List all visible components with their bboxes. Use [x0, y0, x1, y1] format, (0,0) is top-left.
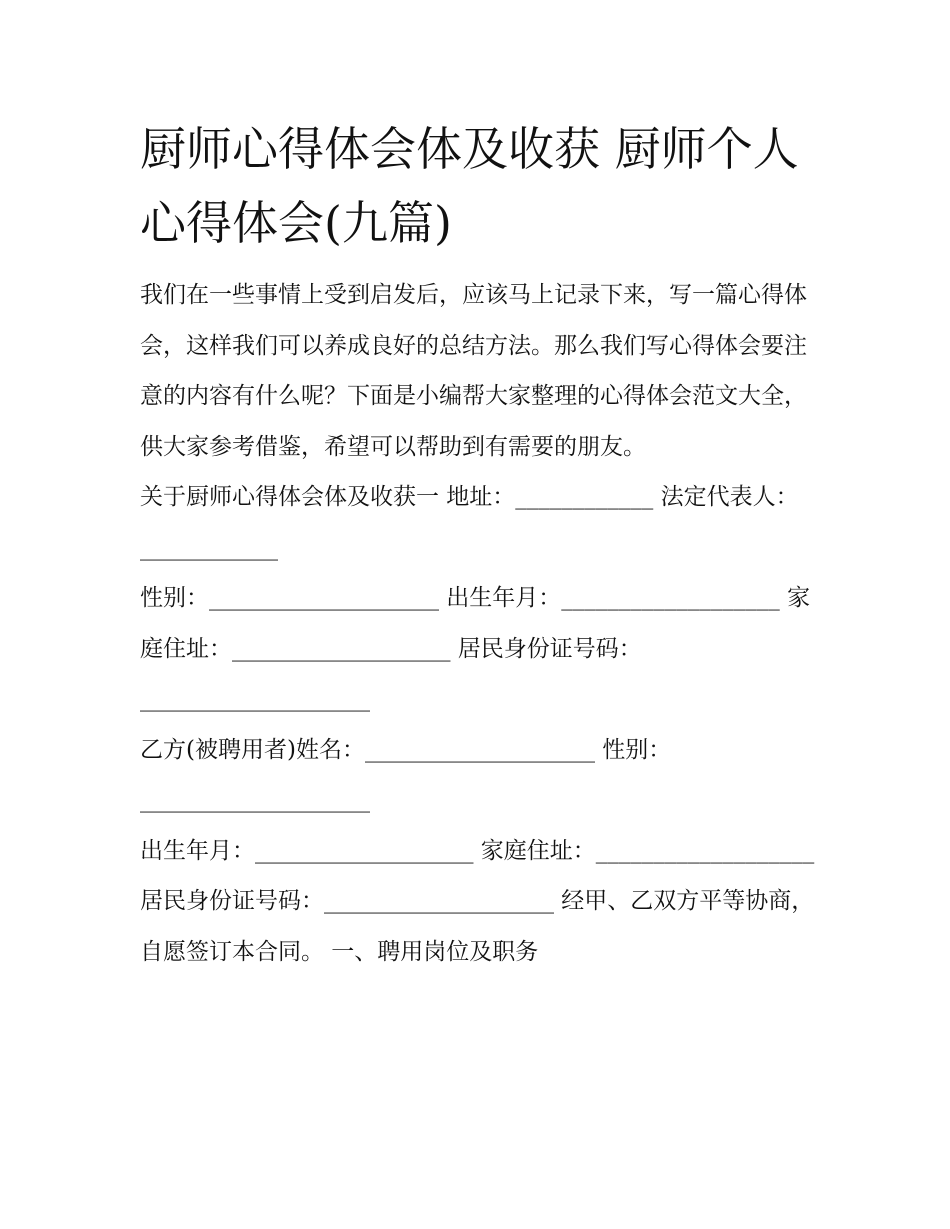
- party-b-name-line: 乙方(被聘用者)姓名：____________________ 性别：____________________: [140, 736, 672, 813]
- document-title: 厨师心得体会体及收获 厨师个人心得体会(九篇): [140, 122, 799, 250]
- party-a-details-line: 性别：____________________ 出生年月：___________________ 家庭住址：___________________ 居民身份证号码：____________________: [140, 585, 811, 712]
- party-b-id-line: 居民身份证号码：____________________ 经甲、乙双方平等协商，自愿签订本合同。 一、聘用岗位及职务: [140, 888, 815, 965]
- party-b-birth-address-line: 出生年月：___________________ 家庭住址：___________________: [140, 837, 815, 864]
- intro-paragraph: 我们在一些事情上受到启发后，应该马上记录下来，写一篇心得体会，这样我们可以养成良好的总结方法。那么我们写心得体会要注意的内容有什么呢？下面是小编帮大家整理的心得体会范文大全，供大家参考借鉴，希望可以帮助到有需要的朋友。: [140, 282, 807, 460]
- section-one-address-line: 关于厨师心得体会体及收获一 地址：____________ 法定代表人：____________: [140, 484, 799, 561]
- document-body: [140, 112, 820, 977]
